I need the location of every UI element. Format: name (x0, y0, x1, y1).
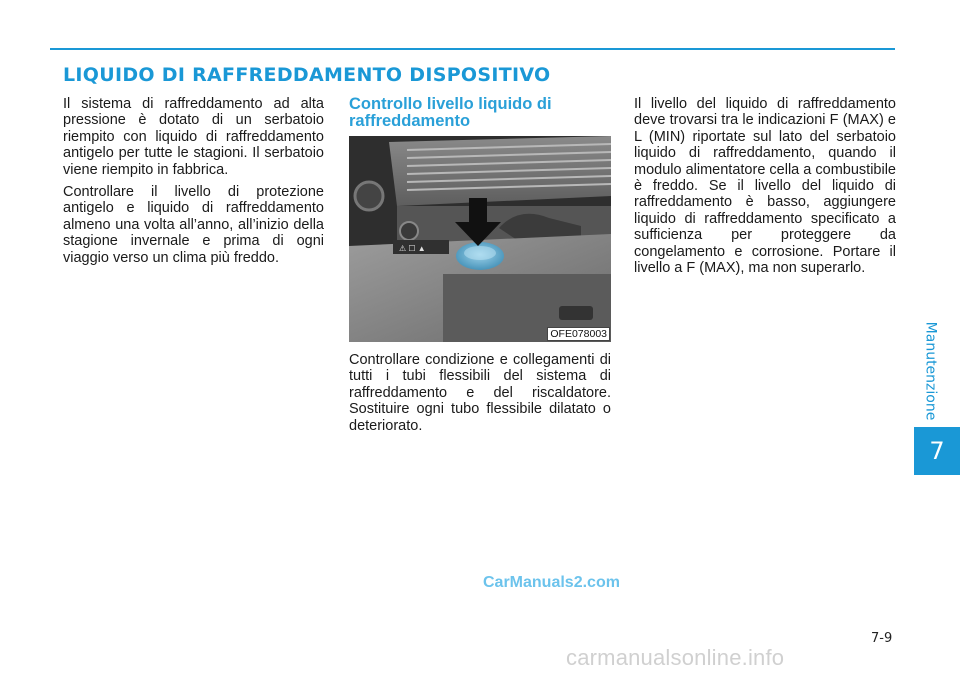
svg-text:⚠ ☐ ▲: ⚠ ☐ ▲ (399, 244, 426, 253)
chapter-number-box: 7 (914, 427, 960, 475)
paragraph: Controllare condizione e collegamenti di tutti i tubi flessibili del sistema di raffreddamento e del riscaldatore. Sostituire ogni tubo flessibile dilatato o deteriorato. (349, 352, 611, 434)
page-number: 7-9 (871, 631, 893, 646)
section-title: LIQUIDO DI RAFFREDDAMENTO DISPOSITIVO (63, 64, 551, 86)
paragraph: Controllare il livello di protezione antigelo e liquido di raffreddamento almeno una volta all’anno, all’inizio della stagione invernale e prima di ogni viaggio verso un clima più freddo. (63, 184, 324, 266)
figure-code: OFE078003 (547, 327, 610, 341)
chapter-title: Manutenzione (922, 321, 939, 421)
column-2 (349, 96, 611, 440)
chapter-tab-label (915, 316, 945, 426)
paragraph: Il livello del liquido di raffreddamento deve trovarsi tra le indicazioni F (MAX) e L (MIN) riportate sul lato del serbatoio liquido di raffreddamento, quando il modulo alimentatore cella a combustibile è freddo. Se il livello del liquido di raffreddamento è basso, aggiungere liquido di raffreddamento specificato a sufficienza per proteggere da congelamento e corrosione. Portare il livello a F (MAX), ma non superarlo. (634, 96, 896, 277)
paragraph: Il sistema di raffreddamento ad alta pressione è dotato di un serbatoio riempito con liquido di raffreddamento antigelo per tutte le stagioni. Il serbatoio viene riempito in fabbrica. (63, 96, 324, 178)
coolant-reservoir-figure (349, 136, 611, 342)
column-1 (63, 96, 324, 272)
watermark-link: CarManuals2.com (483, 574, 620, 591)
top-rule (50, 48, 895, 50)
site-watermark: carmanualsonline.info (566, 645, 785, 670)
column-3 (634, 96, 896, 282)
engine-bay-illustration (349, 136, 611, 342)
subsection-heading: Controllo livello liquido di raffreddamento (349, 95, 552, 130)
